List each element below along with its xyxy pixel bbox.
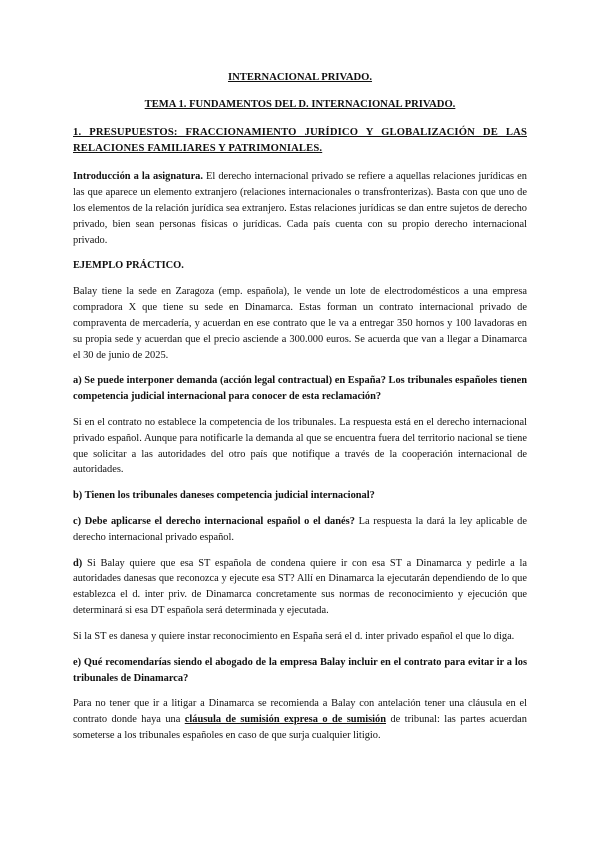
intro-text: El derecho internacional privado se refiere a aquellas relaciones jurídicas en las que aparece un elemento extranjero (relaciones internacionales o transfronterizas). Basta con que uno de los elementos de la relación jurídica sea extranjero. Estas relaciones jurídicas se dan entre sujetos de derecho privado, bien sean personas físicas o jurídicas. Cada país cuenta con su propio derecho internacional privado. xyxy=(73,171,527,246)
answer-e xyxy=(73,696,527,743)
question-b: b) Tienen los tribunales daneses competencia judicial internacional? xyxy=(73,490,375,502)
clause-term: cláusula de sumisión expresa o de sumisión xyxy=(184,714,387,726)
example-heading: EJEMPLO PRÁCTICO. xyxy=(73,260,184,272)
topic-title: TEMA 1. FUNDAMENTOS DEL D. INTERNACIONAL PRIVADO. xyxy=(144,99,456,111)
question-e: e) Qué recomendarías siendo el abogado de la empresa Balay incluir en el contrato para evitar ir a los tribunales de Dinamarca? xyxy=(73,656,527,684)
answer-c: La respuesta la dará la ley aplicable de derecho internacional privado español. xyxy=(73,516,527,543)
intro-label: Introducción a la asignatura. xyxy=(73,171,203,183)
question-d-label: d) xyxy=(73,557,83,569)
example-paragraph: Balay tiene la sede en Zaragoza (emp. española), le vende un lote de electrodomésticos a una empresa compradora X que tiene su sede en Dinamarca. Estas forman un contrato internacional privado de compraventa de mercadería, y acuerdan en ese contrato que le va a entregar 350 hornos y 100 lavadoras en su propia sede y acuerdan que el precio asciende a 300.000 euros. Se acuerda que van a llegar a Dinamarca el 30 de junio de 2025. xyxy=(73,286,527,361)
document-title: INTERNACIONAL PRIVADO. xyxy=(227,72,373,83)
section-title: 1. PRESUPUESTOS: FRACCIONAMIENTO JURÍDICO Y GLOBALIZACIÓN DE LAS RELACIONES FAMILIARES Y PATRIMONIALES. xyxy=(73,127,527,155)
answer-d: Si Balay quiere que esa ST española de condena quiere ir con esa ST a Dinamarca y pedirle a la autoridades danesas que reconozca y ejecute esa ST? Allí en Dinamarca la ejecutarán dependiendo de lo que establezca el d. inter priv. de Dinamarca concretamente sus normas de reconocimiento y ejecución que determinará si esa DT española será determinada y ejecutada. xyxy=(73,557,527,617)
answer-a: Si en el contrato no establece la competencia de los tribunales. La respuesta está en el derecho internacional privado español. Aunque para notificarle la demanda al que se encuentra fuera del territorio nacional se tiene que solicitar a las autoridades del otro país que notifique a través de la cooperación internacional de autoridades. xyxy=(73,416,527,476)
intro-paragraph xyxy=(73,169,527,248)
question-a: a) Se puede interponer demanda (acción legal contractual) en España? Los tribunales españoles tienen competencia judicial internacional para conocer de esta reclamación? xyxy=(73,375,527,403)
question-d-paragraph xyxy=(73,556,527,619)
answer-e-part2: de tribunal: las partes acuerdan someterse a los tribunales españoles en caso de que surja cualquier litigio. xyxy=(73,714,527,741)
answer-d-2: Si la ST es danesa y quiere instar reconocimiento en España será el d. inter privado español el que lo diga. xyxy=(73,630,515,642)
answer-e-part1: Para no tener que ir a litigar a Dinamarca se recomienda a Balay con antelación tener una cláusula en el contrato donde haya una xyxy=(73,698,527,726)
question-c-paragraph xyxy=(73,514,527,546)
question-c: c) Debe aplicarse el derecho internacional español o el danés? xyxy=(73,516,355,527)
